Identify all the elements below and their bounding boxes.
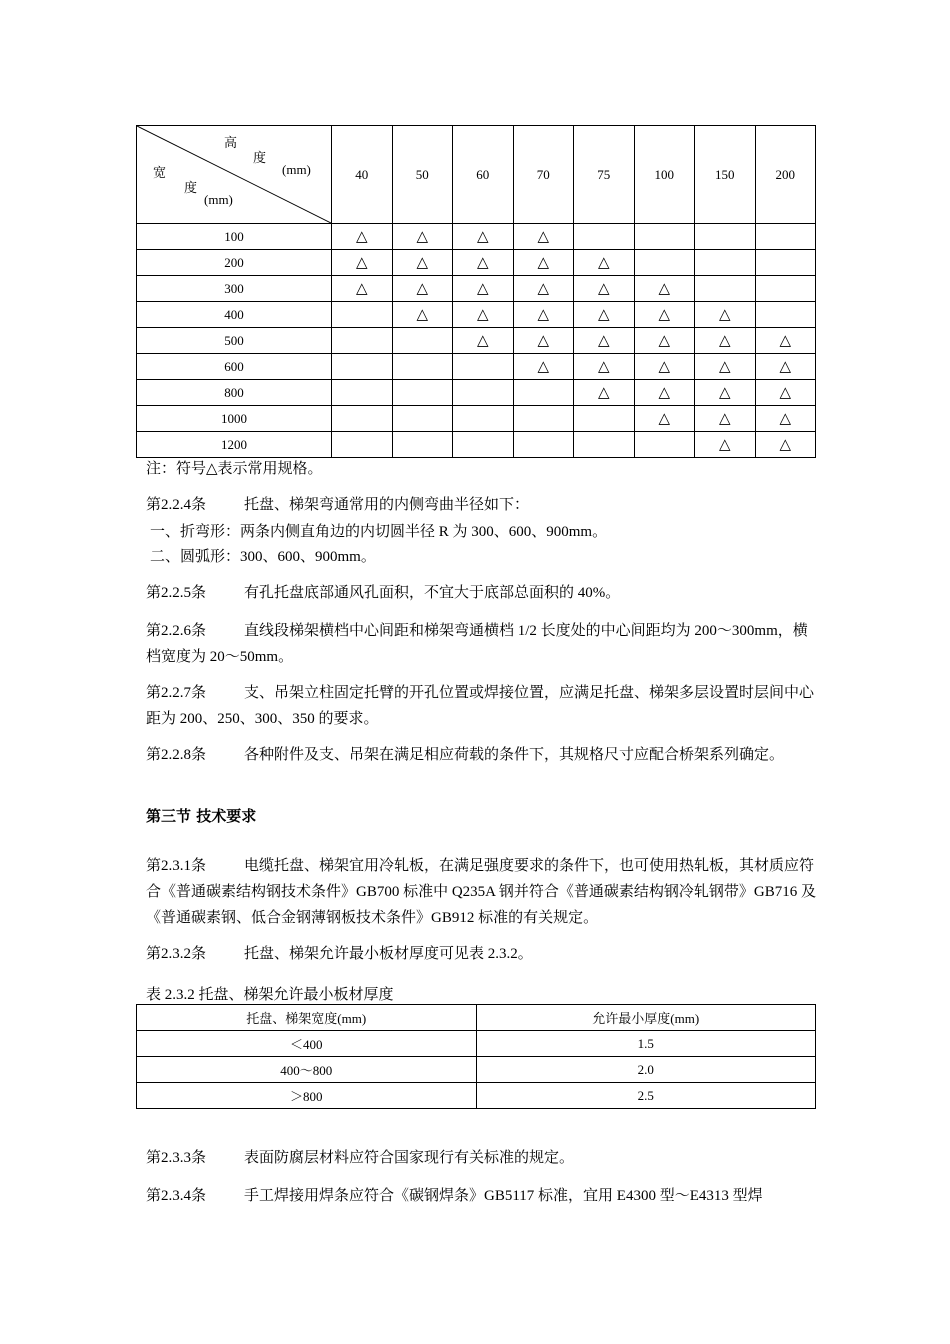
thickness-row <box>137 1057 816 1083</box>
height-label-char1: 高 <box>224 135 238 150</box>
empty-cell <box>513 406 574 432</box>
common-spec-mark: △ <box>755 328 816 354</box>
common-spec-mark: △ <box>453 224 514 250</box>
common-spec-mark: △ <box>332 276 393 302</box>
common-spec-mark: △ <box>695 432 756 458</box>
common-spec-mark: △ <box>755 406 816 432</box>
thickness-header-cell: 托盘、梯架宽度(mm) <box>137 1005 477 1031</box>
clause-text: 支、吊架立柱固定托臂的开孔位置或焊接位置，应满足托盘、梯架多层设置时层间中心距为 200、250、300、350 的要求。 <box>146 685 815 727</box>
common-spec-mark: △ <box>453 276 514 302</box>
tray-width-cell: ＞800 <box>137 1083 477 1109</box>
common-spec-mark: △ <box>634 276 695 302</box>
spec-header-row <box>137 126 816 224</box>
height-unit-label: (mm) <box>282 162 311 177</box>
clause-number: 第2.3.3条 <box>146 1150 207 1166</box>
clause-number: 第2.3.2条 <box>146 946 207 962</box>
empty-cell <box>392 380 453 406</box>
empty-cell <box>574 406 635 432</box>
width-cell: 100 <box>137 224 332 250</box>
clause-number: 第2.2.7条 <box>146 685 207 701</box>
empty-cell <box>332 406 393 432</box>
height-label-char2: 度 <box>253 150 267 165</box>
clause-text: 电缆托盘、梯架宜用冷轧板，在满足强度要求的条件下，也可使用热轧板，其材质应符合《普通碳素结构钢技术条件》GB700 标准中 Q235A 钢并符合《普通碳素结构钢冷轧钢带》GB716 及《普通碳素钢、低合金钢薄钢板技术条件》GB912 标准的有关规定。 <box>146 858 817 926</box>
common-spec-mark: △ <box>453 302 514 328</box>
clause-number: 第2.2.4条 <box>146 497 207 513</box>
common-spec-mark: △ <box>755 354 816 380</box>
empty-cell <box>453 354 514 380</box>
empty-cell <box>574 224 635 250</box>
thickness-row <box>137 1083 816 1109</box>
width-label-char2: 度 <box>184 180 198 195</box>
height-header-cell: 70 <box>513 126 574 224</box>
empty-cell <box>453 406 514 432</box>
thickness-header-cell: 允许最小厚度(mm) <box>476 1005 816 1031</box>
spec-row <box>137 432 816 458</box>
common-spec-mark: △ <box>392 302 453 328</box>
empty-cell <box>695 224 756 250</box>
common-spec-mark: △ <box>332 224 393 250</box>
common-spec-mark: △ <box>513 354 574 380</box>
width-cell: 1000 <box>137 406 332 432</box>
empty-cell <box>392 354 453 380</box>
clause-2-3-1 <box>146 853 820 931</box>
empty-cell <box>755 224 816 250</box>
clause-number: 第2.2.8条 <box>146 747 207 763</box>
empty-cell <box>392 432 453 458</box>
common-spec-mark: △ <box>332 250 393 276</box>
spec-row <box>137 276 816 302</box>
common-spec-mark: △ <box>574 276 635 302</box>
min-thickness-cell: 1.5 <box>476 1031 816 1057</box>
clause-number: 第2.3.1条 <box>146 858 207 874</box>
height-header-cell: 150 <box>695 126 756 224</box>
common-spec-mark: △ <box>695 328 756 354</box>
width-cell: 600 <box>137 354 332 380</box>
empty-cell <box>332 354 393 380</box>
common-spec-mark: △ <box>755 380 816 406</box>
clause-2-2-6 <box>146 618 820 670</box>
common-spec-mark: △ <box>574 250 635 276</box>
common-spec-mark: △ <box>695 354 756 380</box>
thickness-row <box>137 1031 816 1057</box>
tray-width-cell: ＜400 <box>137 1031 477 1057</box>
common-spec-mark: △ <box>453 250 514 276</box>
common-spec-mark: △ <box>574 302 635 328</box>
empty-cell <box>332 302 393 328</box>
height-header-cell: 200 <box>755 126 816 224</box>
clause-2-2-4-item-2: 二、圆弧形：300、600、900mm。 <box>150 549 376 565</box>
width-cell: 300 <box>137 276 332 302</box>
common-spec-mark: △ <box>634 380 695 406</box>
clause-number: 第2.2.6条 <box>146 623 207 639</box>
empty-cell <box>574 432 635 458</box>
clause-2-3-3 <box>146 1145 820 1171</box>
common-spec-mark: △ <box>755 432 816 458</box>
height-header-cell: 50 <box>392 126 453 224</box>
spec-row <box>137 380 816 406</box>
empty-cell <box>634 432 695 458</box>
common-spec-mark: △ <box>513 250 574 276</box>
common-spec-mark: △ <box>574 328 635 354</box>
empty-cell <box>332 432 393 458</box>
spec-row <box>137 250 816 276</box>
clause-2-2-4-item-1: 一、折弯形：两条内侧直角边的内切圆半径 R 为 300、600、900mm。 <box>150 524 608 540</box>
common-spec-mark: △ <box>392 224 453 250</box>
height-header-cell: 60 <box>453 126 514 224</box>
clause-number: 第2.3.4条 <box>146 1188 207 1204</box>
height-header-cell: 75 <box>574 126 635 224</box>
clause-text: 托盘、梯架弯通常用的内侧弯曲半径如下： <box>244 497 530 513</box>
thickness-header-row <box>137 1005 816 1031</box>
clause-text: 直线段梯架横档中心间距和梯架弯通横档 1/2 长度处的中心间距均为 200～300mm，横档宽度为 20～50mm。 <box>146 623 808 665</box>
clause-text: 有孔托盘底部通风孔面积，不宜大于底部总面积的 40%。 <box>244 585 621 601</box>
height-header-cell: 100 <box>634 126 695 224</box>
section-heading: 第三节 技术要求 <box>146 807 257 825</box>
diagonal-header-cell <box>137 126 332 224</box>
empty-cell <box>513 380 574 406</box>
table-caption: 表 2.3.2 托盘、梯架允许最小板材厚度 <box>146 987 394 1003</box>
width-unit-label: (mm) <box>204 192 233 207</box>
empty-cell <box>332 328 393 354</box>
min-thickness-cell: 2.5 <box>476 1083 816 1109</box>
width-cell: 200 <box>137 250 332 276</box>
empty-cell <box>332 380 393 406</box>
clause-2-2-8 <box>146 742 820 768</box>
thickness-table <box>136 1004 816 1109</box>
spec-row <box>137 328 816 354</box>
empty-cell <box>392 328 453 354</box>
empty-cell <box>453 380 514 406</box>
clause-2-3-4 <box>146 1183 820 1209</box>
common-spec-mark: △ <box>513 302 574 328</box>
table-note: 注：符号△表示常用规格。 <box>146 461 323 477</box>
common-spec-mark: △ <box>392 250 453 276</box>
common-spec-mark: △ <box>634 302 695 328</box>
clause-text: 托盘、梯架允许最小板材厚度可见表 2.3.2。 <box>244 946 533 962</box>
clause-2-2-5 <box>146 580 820 606</box>
common-spec-mark: △ <box>574 380 635 406</box>
clause-text: 手工焊接用焊条应符合《碳钢焊条》GB5117 标准，宜用 E4300 型～E4313 型焊 <box>244 1188 763 1204</box>
empty-cell <box>755 250 816 276</box>
clause-text: 各种附件及支、吊架在满足相应荷载的条件下，其规格尺寸应配合桥架系列确定。 <box>244 747 785 763</box>
width-cell: 500 <box>137 328 332 354</box>
common-spec-mark: △ <box>392 276 453 302</box>
empty-cell <box>695 276 756 302</box>
height-header-cell: 40 <box>332 126 393 224</box>
specification-table <box>136 125 816 458</box>
common-spec-mark: △ <box>695 302 756 328</box>
clause-2-3-2 <box>146 941 820 967</box>
clause-text: 表面防腐层材料应符合国家现行有关标准的规定。 <box>244 1150 575 1166</box>
spec-row <box>137 406 816 432</box>
empty-cell <box>634 250 695 276</box>
common-spec-mark: △ <box>513 224 574 250</box>
empty-cell <box>755 276 816 302</box>
common-spec-mark: △ <box>634 406 695 432</box>
clause-2-2-7 <box>146 680 820 732</box>
common-spec-mark: △ <box>695 406 756 432</box>
min-thickness-cell: 2.0 <box>476 1057 816 1083</box>
tray-width-cell: 400～800 <box>137 1057 477 1083</box>
common-spec-mark: △ <box>574 354 635 380</box>
clause-number: 第2.2.5条 <box>146 585 207 601</box>
spec-row <box>137 354 816 380</box>
width-cell: 800 <box>137 380 332 406</box>
empty-cell <box>634 224 695 250</box>
spec-row <box>137 302 816 328</box>
common-spec-mark: △ <box>634 328 695 354</box>
common-spec-mark: △ <box>453 328 514 354</box>
common-spec-mark: △ <box>513 276 574 302</box>
common-spec-mark: △ <box>634 354 695 380</box>
width-label-char1: 宽 <box>153 165 167 180</box>
common-spec-mark: △ <box>695 380 756 406</box>
empty-cell <box>392 406 453 432</box>
empty-cell <box>513 432 574 458</box>
common-spec-mark: △ <box>513 328 574 354</box>
width-cell: 400 <box>137 302 332 328</box>
empty-cell <box>695 250 756 276</box>
width-cell: 1200 <box>137 432 332 458</box>
empty-cell <box>453 432 514 458</box>
empty-cell <box>755 302 816 328</box>
clause-2-2-4 <box>146 492 820 518</box>
spec-row <box>137 224 816 250</box>
